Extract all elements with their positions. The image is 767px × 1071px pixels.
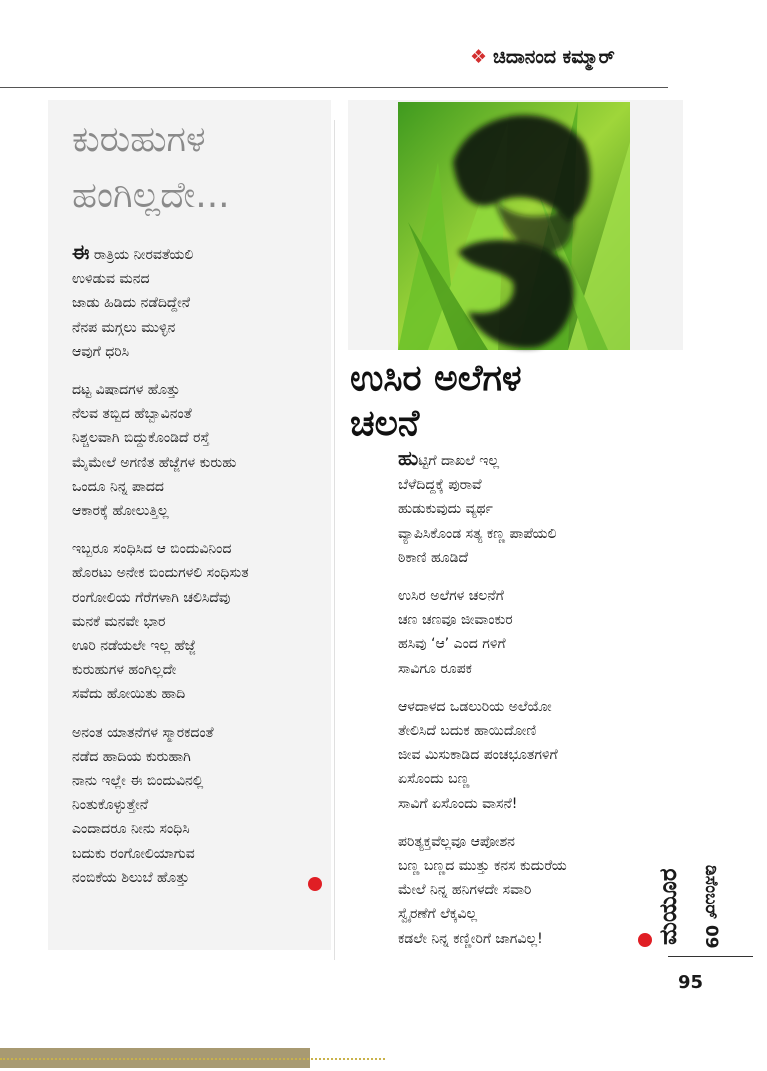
poem-line: ದಟ್ಟ ವಿಷಾದಗಳ ಹೊತ್ತು [72,382,181,399]
red-dot-ornament [638,933,652,947]
poem-line: ಆಕಾರಕ್ಕೆ ಹೋಲುತ್ತಿಲ್ಲ [72,503,169,520]
four-diamond-icon: ❖ [470,46,488,68]
side-issue: ಡಿಸೆಂಬರ್ 09 [701,865,721,949]
poem-line: ಕುರುಹುಗಳ ಹಂಗಿಲ್ಲದೇ [72,662,177,679]
poem1-title-line: ಹಂಗಿಲ್ಲದೇ... [72,175,230,216]
poem-line: ನಾನು ಇಲ್ಲೇ ಈ ಬಿಂದುವಿನಲ್ಲಿ [72,773,204,790]
poem-line: ಬದುಕು ರಂಗೋಲಿಯಾಗುವ [72,845,195,862]
page-number: 95 [678,972,704,993]
poem-line: ಆಳದಾಳದ ಒಡಲುರಿಯ ಅಲೆಯೋ [398,698,552,715]
poem-line: ಪರಿತ್ಯಕ್ತವೆಲ್ಲವೂ ಆಪೋಶನ [398,833,515,850]
poem-line: ನಿಶ್ಚಲವಾಗಿ ಬಿದ್ದುಕೊಂಡಿದೆ ರಸ್ತೆ [72,430,210,447]
column-divider [334,120,335,960]
poem1-body [72,240,327,904]
poem1-title [72,112,322,224]
poem-line: ಅನಂತ ಯಾತನೆಗಳ ಸ್ಮಾರಕದಂತೆ [72,724,214,741]
poem-line-text: ರಾತ್ರಿಯ ನೀರವತೆಯಲಿ [89,247,194,263]
poem-line: ಹುಡುಕುವುದು ವ್ಯರ್ಥ [398,501,493,518]
illustration-photo [398,102,630,350]
drop-cap: ಈ [72,240,90,264]
poem-line: ಉಸಿರ ಅಲೆಗಳ ಚಲನೆಗೆ [398,588,504,605]
poem-line: ಮೇಲೆ ನಿನ್ನ ಹನಿಗಳದೇ ಸವಾರಿ [398,882,532,899]
header-rule [0,87,668,88]
poem-line: ಮೈಮೇಲೆ ಅಗಣಿತ ಹೆಜ್ಜೆಗಳ ಕುರುಹು [72,454,237,471]
poem-line: ರಂಗೋಲಿಯ ಗೆರೆಗಳಾಗಿ ಚಲಿಸಿದೆವು [72,589,231,606]
poem-line-text: ಟ್ಟಿಗೆ ದಾಖಲೆ ಇಲ್ಲ [418,453,500,469]
poem-line: ನಡೆದ ಹಾದಿಯ ಕುರುಹಾಗಿ [72,748,191,765]
poem-line: ಜಾಡು ಹಿಡಿದು ನಡೆದಿದ್ದೇನೆ [72,295,191,312]
poem-line: ಒಂದೂ ನಿನ್ನ ಪಾದದ [72,478,164,495]
drop-cap: ಹು [398,446,419,470]
poem-line: ಉಳಿಡುವ ಮನದ [72,271,150,288]
poem-line: ಇಬ್ಬರೂ ಸಂಧಿಸಿದ ಆ ಬಿಂದುವಿನಿಂದ [72,541,232,558]
poem-line: ಬೆಳೆದಿದ್ದಕ್ಕೆ ಪುರಾವೆ [398,477,482,494]
footer-dotted-line [0,1058,385,1060]
author-name: ಚಿದಾನಂದ ಕಮ್ಮಾರ್ [493,46,615,68]
side-magazine-name: ಮಯೂರ [654,868,682,945]
poem2-title-line: ಚಲನೆ [350,403,420,444]
poem-line [398,446,658,473]
poem-line: ನಿಂತುಕೊಳ್ಳುತ್ತೇನೆ [72,797,149,814]
poem-line: ಸ್ವೈರಣೆಗೆ ಲೆಕ್ಕವಿಲ್ಲ [398,906,478,923]
red-dot-ornament [308,877,322,891]
poem-line: ನಂಬಿಕೆಯ ಶಿಲುಬೆ ಹೊತ್ತು [72,869,190,886]
poem-line: ಬಣ್ಣ ಬಣ್ಣದ ಮುತ್ತು ಕನಸ ಕುದುರೆಯ [398,858,567,875]
poem-line: ನೆಲವ ತಬ್ಬಿದ ಹೆಬ್ಬಾವಿನಂತೆ [72,406,192,423]
poem-line: ಏಸೊಂದು ಬಣ್ಣ [398,771,470,788]
poem2-title-line: ಉಸಿರ ಅಲೆಗಳ [350,358,522,399]
poem1-title-line: ಕುರುಹುಗಳ [72,119,206,160]
stanza [72,537,327,706]
stanza [72,378,327,523]
poem-line: ವ್ಯಾಪಿಸಿಕೊಂಡ ಸತ್ಯ ಕಣ್ಣ ಪಾಪೆಯಲಿ [398,525,557,542]
poem-line: ಕಡಲೇ ನಿನ್ನ ಕಣ್ಣೀರಿಗೆ ಜಾಗವಿಲ್ಲ! [398,930,543,947]
poem-line: ಆವುಗೆ ಧರಿಸಿ [72,343,130,360]
poem-line: ಜೀವ ಮಿಸುಕಾಡಿದ ಪಂಚಭೂತಗಳಿಗೆ [398,747,558,764]
stanza [72,240,327,364]
poem-line: ಠಿಕಾಣಿ ಹೂಡಿದೆ [398,549,469,566]
poem-line: ಎಂದಾದರೂ ನೀನು ಸಂಧಿಸಿ [72,821,190,838]
poem-line: ಸಾವಿಗೆ ಏಸೊಂದು ವಾಸನೆ! [398,795,518,812]
poem-line: ಚಣ ಚಣವೂ ಜೀವಾಂಕುರ [398,612,513,629]
page-number-rule [668,956,753,957]
poem-line: ಮನಕೆ ಮನವೇ ಭಾರ [72,613,166,630]
magazine-side-label [654,770,722,949]
poem-line: ಸವೆದು ಹೋಯಿತು ಹಾದಿ [72,686,186,703]
poem-line: ಹಸಿವು ‘ಆ’ ಎಂದ ಗಳಿಗೆ [398,636,506,653]
poem-line: ತೇಲಿಸಿದೆ ಬದುಕ ಹಾಯಿದೋಣಿ [398,723,537,740]
stanza [72,721,327,890]
poem2-body [398,446,658,965]
poem-line: ಹೊರಟು ಅನೇಕ ಬಿಂದುಗಳಲಿ ಸಂಧಿಸುತ [72,565,249,582]
poem-line [72,240,327,267]
stanza [398,584,658,681]
poem-line: ನೆನಪ ಮಗ್ಗಲು ಮುಳ್ಳಿನ [72,319,176,336]
poem-line: ಸಾವಿಗೂ ರೂಪಕ [398,660,472,677]
stanza [398,695,658,816]
leaf-face-illustration [398,102,630,350]
poem2-title [350,356,610,446]
stanza [398,446,658,570]
poem-line: ಊರಿ ನಡೆಯಲೇ ಇಲ್ಲ ಹೆಜ್ಜೆ [72,638,196,655]
author-header [470,46,615,68]
stanza [398,830,658,951]
